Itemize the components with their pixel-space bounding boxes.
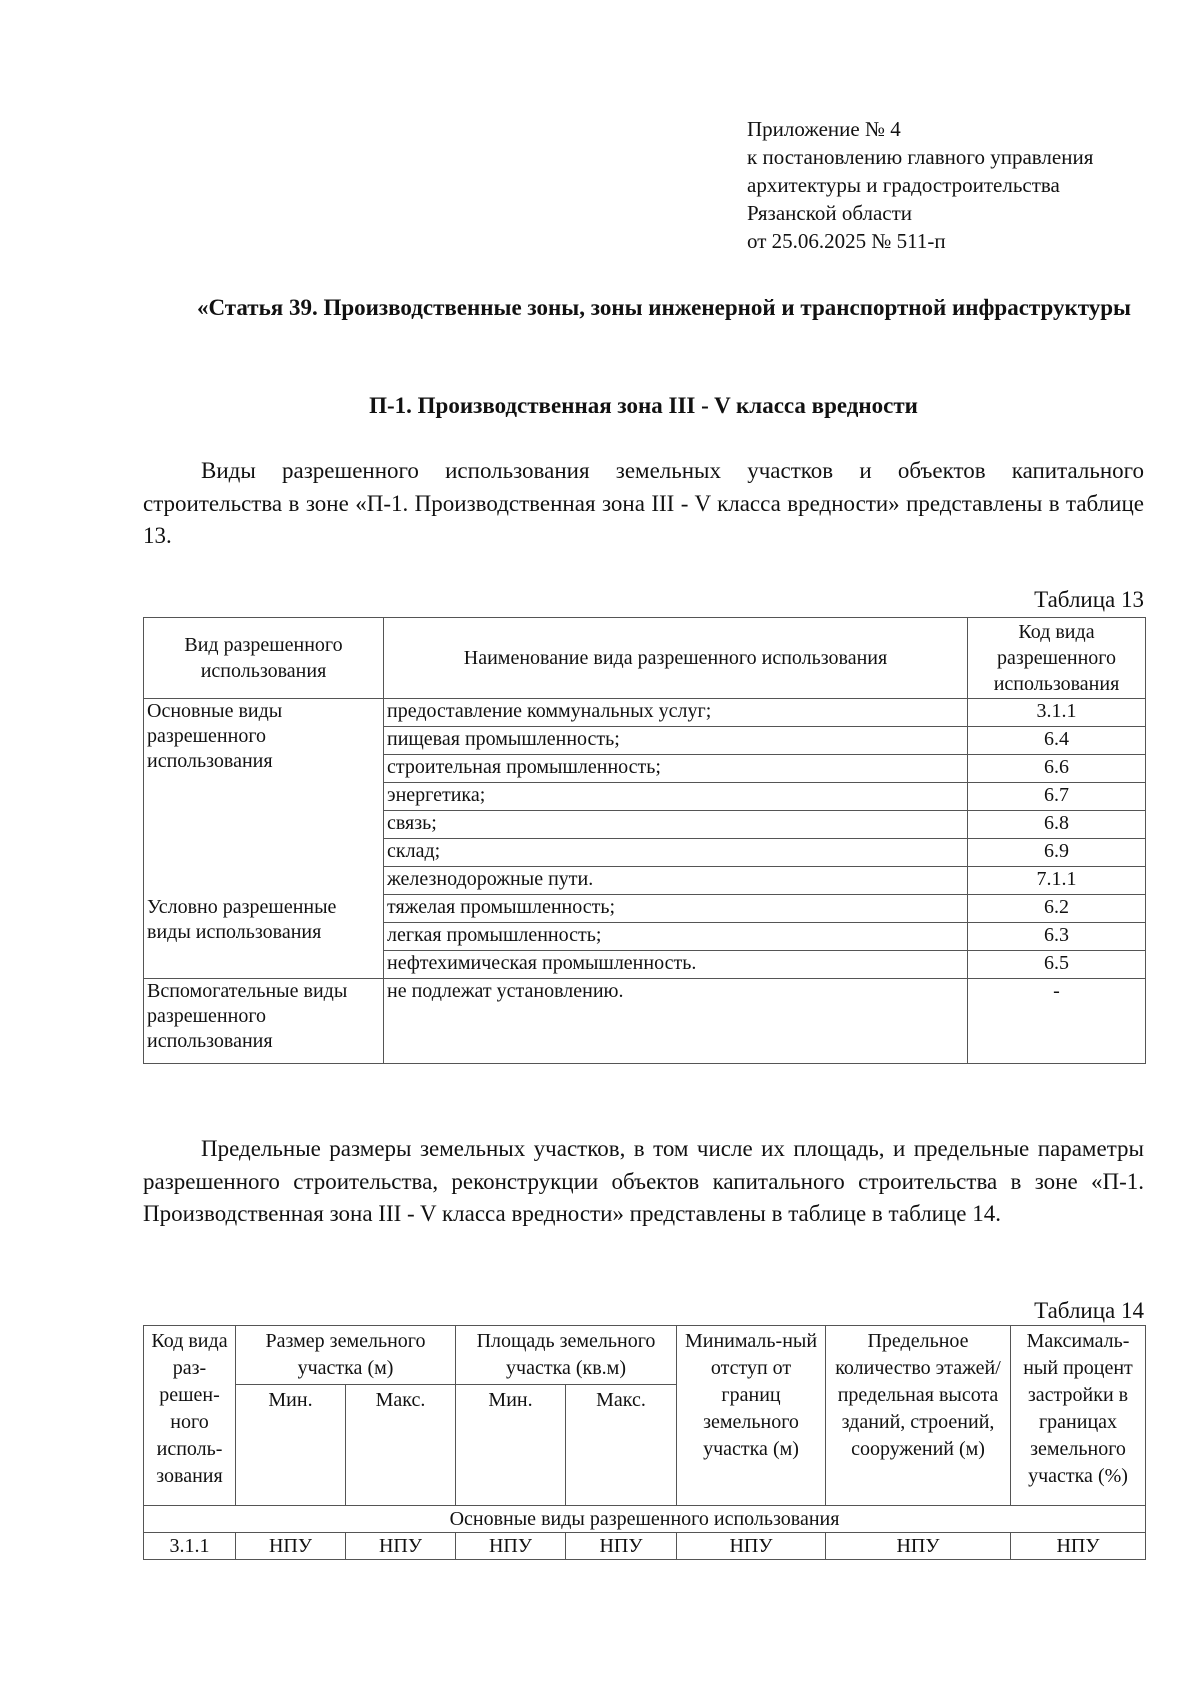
use-name: нефтехимическая промышленность.	[384, 951, 968, 979]
zone-title: П-1. Производственная зона III - V класса вредности	[369, 393, 918, 418]
use-name: не подлежат установлению.	[384, 979, 968, 1064]
use-code: 6.6	[968, 755, 1146, 783]
appendix-line: архитектуры и градостроительства	[747, 173, 1060, 197]
header-max: Макс.	[566, 1385, 677, 1506]
header-min: Мин.	[456, 1385, 566, 1506]
header-min-setback: Минималь-ный отступ от границ земельного участка (м)	[677, 1326, 826, 1506]
table-row	[144, 895, 1146, 923]
use-code: 6.3	[968, 923, 1146, 951]
use-code: 7.1.1	[968, 867, 1146, 895]
group-label: Вспомогательные виды разрешенного использования	[144, 979, 384, 1064]
header-plot-area: Площадь земельного участка (кв.м)	[456, 1326, 677, 1385]
use-name: строительная промышленность;	[384, 755, 968, 783]
group-label: Основные виды разрешенного использования	[144, 699, 384, 895]
cell-value: НПУ	[1011, 1533, 1146, 1560]
use-name: тяжелая промышленность;	[384, 895, 968, 923]
use-name: железнодорожные пути.	[384, 867, 968, 895]
use-name: связь;	[384, 811, 968, 839]
use-name: легкая промышленность;	[384, 923, 968, 951]
table-14	[143, 1325, 1146, 1560]
table-13	[143, 617, 1146, 1064]
table-row	[144, 979, 1146, 1064]
table-row	[144, 1533, 1146, 1560]
use-name: склад;	[384, 839, 968, 867]
cell-value: НПУ	[677, 1533, 826, 1560]
use-name: пищевая промышленность;	[384, 727, 968, 755]
header-min: Мин.	[236, 1385, 346, 1506]
group-label: Условно разрешенные виды использования	[144, 895, 384, 979]
use-name: предоставление коммунальных услуг;	[384, 699, 968, 727]
cell-value: НПУ	[346, 1533, 456, 1560]
use-code: 6.5	[968, 951, 1146, 979]
header-floors: Предельное количество этажей/ предельная высота зданий, строений, сооружений (м)	[826, 1326, 1011, 1506]
use-code: 6.4	[968, 727, 1146, 755]
header-max: Макс.	[346, 1385, 456, 1506]
paragraph-limits: Предельные размеры земельных участков, в том числе их площадь, и предельные параметры разрешенного строительства, реконструкции объектов капитального строительства в зоне «П-1. Производственная зона III - V класса вредности» представлены в таблице в таблице 14.	[143, 1136, 1144, 1226]
use-code: 6.9	[968, 839, 1146, 867]
table-header-row	[144, 1326, 1146, 1385]
table13-caption: Таблица 13	[1034, 587, 1144, 612]
table-header-row	[144, 618, 1146, 699]
cell-value: НПУ	[456, 1533, 566, 1560]
cell-value: НПУ	[566, 1533, 677, 1560]
table-section-row	[144, 1506, 1146, 1533]
header-cell: Код вида разрешенного использования	[968, 618, 1146, 699]
table14-caption: Таблица 14	[1034, 1298, 1144, 1323]
appendix-line: Рязанской области	[747, 201, 913, 225]
paragraph-uses: Виды разрешенного использования земельных участков и объектов капитального строительства в зоне «П-1. Производственная зона III - V класса вредности» представлены в таблице 13.	[143, 458, 1144, 548]
use-code: 6.7	[968, 783, 1146, 811]
header-cell: Вид разрешенного использования	[144, 618, 384, 699]
appendix-line: к постановлению главного управления	[747, 145, 1094, 169]
header-cell: Наименование вида разрешенного использования	[384, 618, 968, 699]
cell-value: НПУ	[236, 1533, 346, 1560]
header-max-coverage: Максималь-ный процент застройки в границах земельного участка (%)	[1011, 1326, 1146, 1506]
header-code: Код вида раз-решен-ного исполь-зования	[144, 1326, 236, 1506]
use-code: 6.2	[968, 895, 1146, 923]
cell-value: НПУ	[826, 1533, 1011, 1560]
table-row	[144, 699, 1146, 727]
use-name: энергетика;	[384, 783, 968, 811]
article-title: «Статья 39. Производственные зоны, зоны инженерной и транспортной инфраструктуры	[197, 295, 1131, 320]
appendix-header	[747, 115, 1093, 255]
use-code: 6.8	[968, 811, 1146, 839]
use-code: -	[968, 979, 1146, 1064]
header-plot-size: Размер земельного участка (м)	[236, 1326, 456, 1385]
appendix-line: от 25.06.2025 № 511-п	[747, 229, 946, 253]
section-label: Основные виды разрешенного использования	[144, 1506, 1146, 1533]
cell-code: 3.1.1	[144, 1533, 236, 1560]
use-code: 3.1.1	[968, 699, 1146, 727]
appendix-line: Приложение № 4	[747, 117, 901, 141]
